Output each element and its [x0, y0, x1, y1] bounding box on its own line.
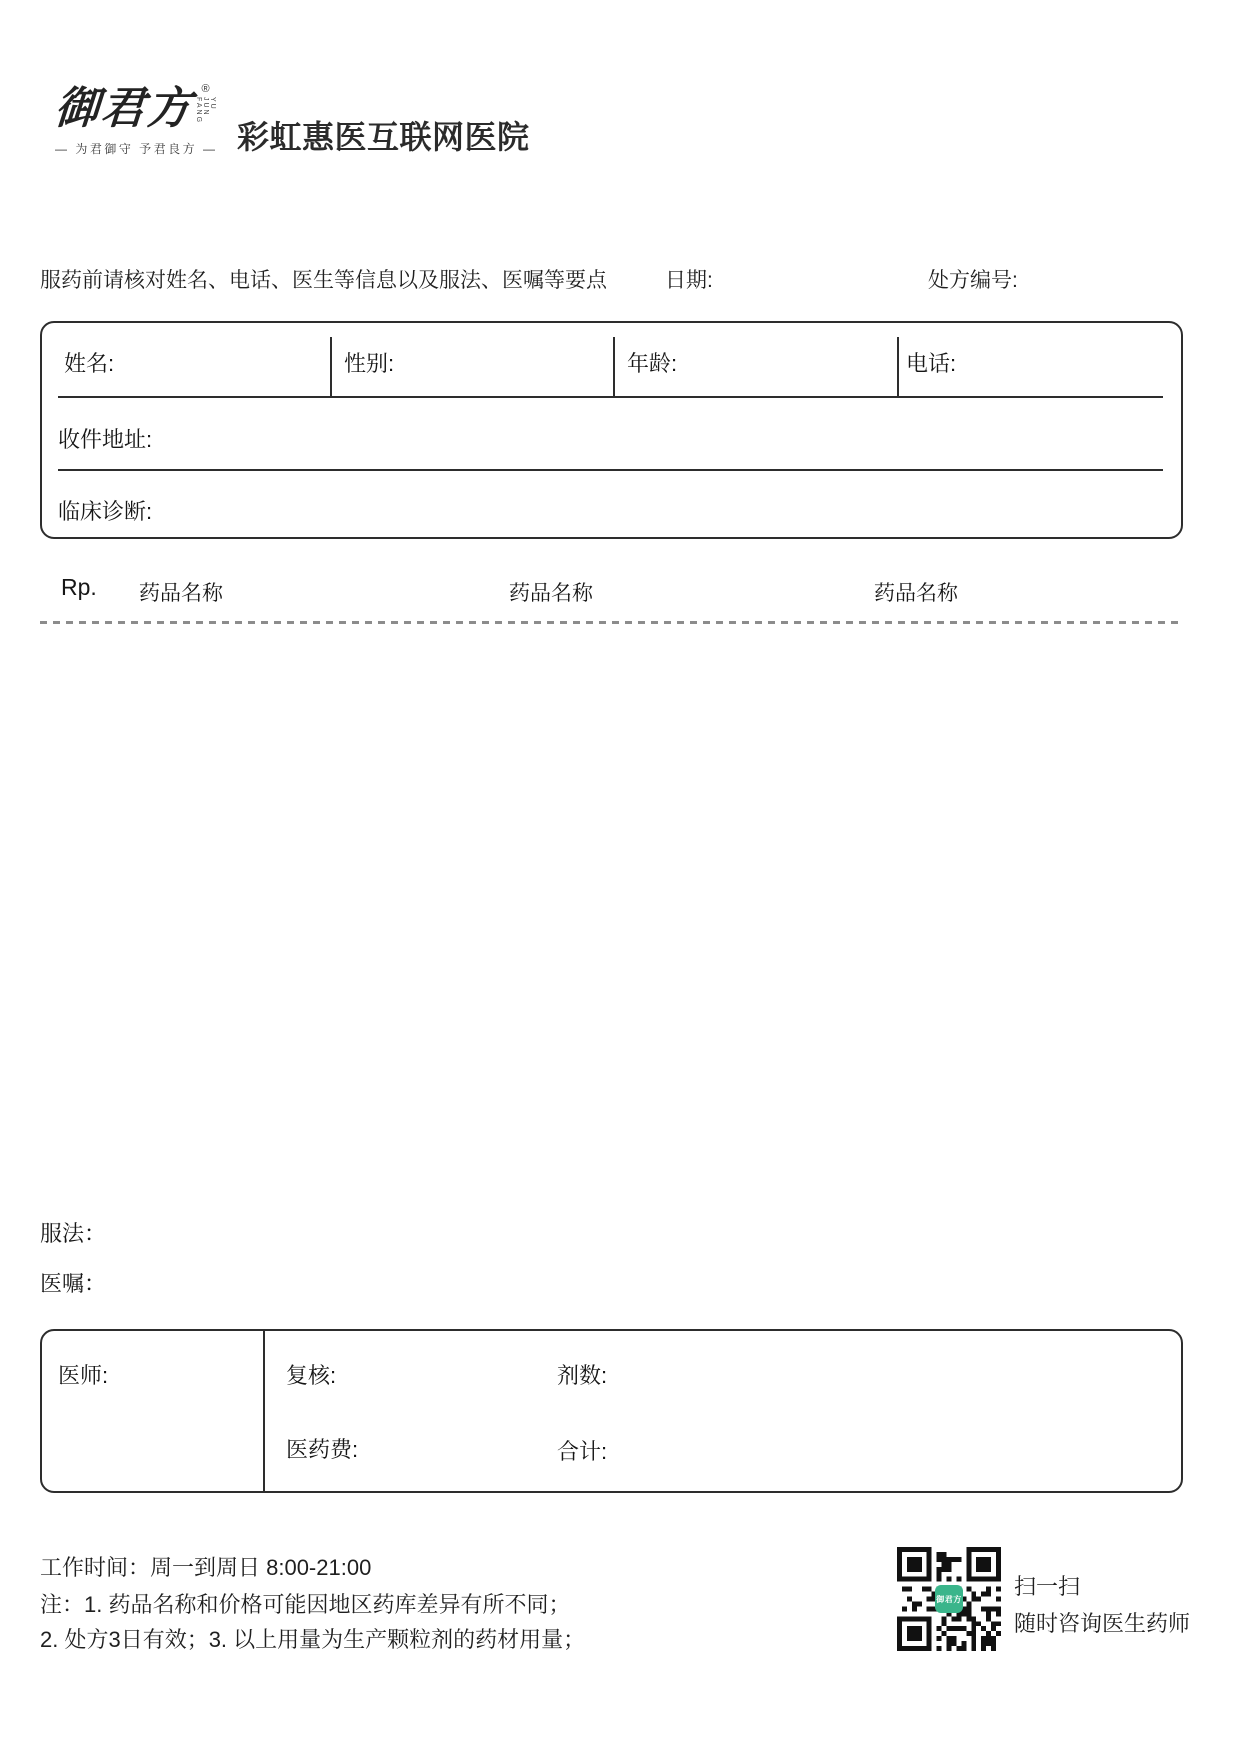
age-field-label: 年龄:: [627, 351, 678, 376]
patient-info-box: [40, 321, 1183, 539]
signature-fee-box: [40, 1329, 1183, 1493]
physician-field-label: 医师:: [58, 1363, 109, 1388]
qr-caption-scan: 扫一扫: [1014, 1574, 1081, 1599]
brand-logo: [55, 84, 218, 157]
review-field-label: 复核:: [286, 1363, 337, 1388]
gender-field-label: 性别:: [344, 351, 395, 376]
note-line-2: 2. 处方3日有效；3. 以上用量为生产颗粒剂的药材用量；: [40, 1627, 586, 1652]
brand-tagline: — 为君御守 予君良方 —: [55, 142, 218, 156]
qr-center-logo: 御君方: [935, 1585, 963, 1613]
advice-field-label: 医嘱：: [40, 1271, 107, 1296]
rp-label: Rp.: [61, 574, 97, 600]
row-divider: [58, 396, 1163, 398]
brand-logo-pinyin: YU JUN FANG: [195, 97, 216, 125]
address-field-label: 收件地址:: [58, 427, 153, 452]
drug-name-column-header: 药品名称: [139, 582, 223, 605]
usage-field-label: 服法：: [40, 1221, 107, 1246]
hospital-name-title: 彩虹惠医互联网医院: [237, 119, 530, 155]
date-label: 日期:: [665, 269, 713, 292]
medicine-fee-field-label: 医药费:: [286, 1437, 359, 1462]
column-divider: [897, 337, 899, 398]
drug-name-column-header: 药品名称: [509, 582, 593, 605]
prescription-number-label: 处方编号:: [928, 269, 1018, 292]
name-field-label: 姓名:: [64, 351, 115, 376]
qr-code: [897, 1547, 1001, 1651]
column-divider: [263, 1331, 265, 1491]
qr-caption-consult: 随时咨询医生药师: [1014, 1611, 1191, 1636]
registered-trademark-icon: ®: [201, 83, 210, 95]
diagnosis-field-label: 临床诊断:: [58, 499, 153, 524]
column-divider: [330, 337, 332, 398]
total-field-label: 合计:: [557, 1439, 608, 1464]
dose-count-field-label: 剂数:: [557, 1363, 608, 1388]
brand-logo-text: 御君方: [53, 83, 195, 134]
row-divider: [58, 469, 1163, 471]
drug-name-column-header: 药品名称: [874, 582, 958, 605]
phone-field-label: 电话:: [906, 351, 957, 376]
note-line-1: 注：1. 药品名称和价格可能因地区药库差异有所不同；: [40, 1592, 571, 1617]
working-hours-text: 工作时间：周一到周日 8:00-21:00: [40, 1555, 372, 1580]
dashed-separator: [40, 621, 1183, 624]
column-divider: [613, 337, 615, 398]
verification-reminder-text: 服药前请核对姓名、电话、医生等信息以及服法、医嘱等要点: [40, 269, 607, 292]
